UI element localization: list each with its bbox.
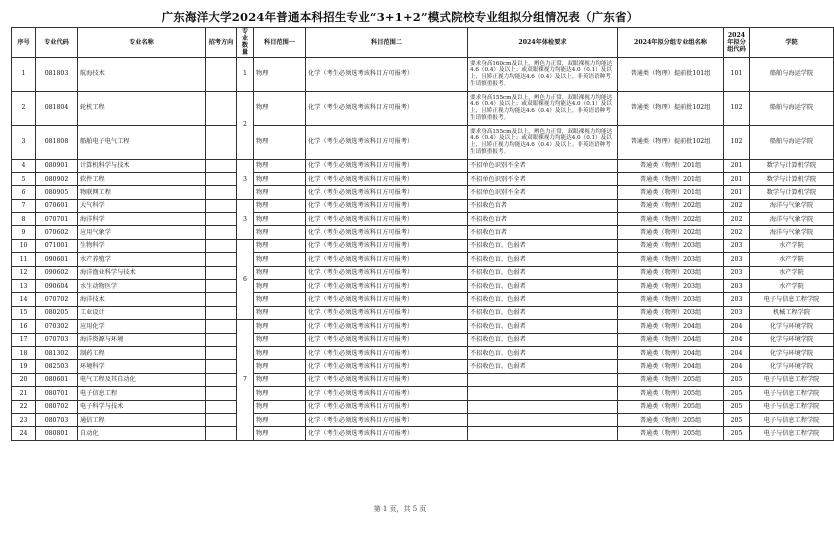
cell-group-name: 普通类（物理）提前批102组 [618,91,724,125]
cell-exam-req [468,387,618,400]
cell-exam-req [468,400,618,413]
cell-group-name: 普通类（物理）205组 [618,413,724,426]
cell-group-code: 205 [724,400,750,413]
cell-range2: 化学（考生必须选考该科目方可报考） [306,373,468,386]
cell-direction [206,186,237,199]
admission-group-table [11,27,834,441]
cell-group-code: 204 [724,333,750,346]
cell-group-code: 203 [724,239,750,252]
cell-code: 080902 [36,172,78,185]
cell-range2: 化学（考生必须选考该科目方可报考） [306,186,468,199]
cell-seq: 3 [12,125,36,159]
cell-exam-req: 不招收色盲、色弱者 [468,280,618,293]
cell-seq: 11 [12,253,36,266]
header-group-code: 2024年拟分组代码 [724,28,750,58]
cell-exam-req [468,373,618,386]
table-row [12,333,834,346]
cell-group-code: 205 [724,373,750,386]
cell-college: 电子与信息工程学院 [750,427,834,440]
cell-seq: 1 [12,57,36,91]
cell-range2: 化学（考生必须选考该科目方可报考） [306,427,468,440]
cell-seq: 4 [12,159,36,172]
cell-range1: 物理 [254,213,306,226]
table-row [12,159,834,172]
cell-exam-req: 不招收色盲者 [468,199,618,212]
cell-count: 2 [237,91,254,159]
header-exam: 2024年体检要求 [468,28,618,58]
cell-exam-req: 不招收色盲、色弱者 [468,239,618,252]
cell-seq: 22 [12,400,36,413]
cell-range1: 物理 [254,186,306,199]
cell-group-name: 普通类（物理）204组 [618,320,724,333]
cell-code: 090604 [36,280,78,293]
cell-group-name: 普通类（物理）205组 [618,387,724,400]
cell-name: 水生动物医学 [78,280,206,293]
cell-college: 水产学院 [750,266,834,279]
cell-direction [206,91,237,125]
cell-exam-req: 不招收色盲、色弱者 [468,360,618,373]
table-row [12,199,834,212]
cell-code: 070602 [36,226,78,239]
cell-range1: 物理 [254,57,306,91]
cell-group-code: 102 [724,125,750,159]
cell-group-code: 102 [724,91,750,125]
cell-direction [206,360,237,373]
cell-range2: 化学（考生必须选考该科目方可报考） [306,253,468,266]
cell-range1: 物理 [254,91,306,125]
header-count: 专业数量 [237,28,254,58]
cell-college: 化学与环境学院 [750,360,834,373]
cell-college: 数学与计算机学院 [750,159,834,172]
cell-code: 080701 [36,387,78,400]
cell-college: 电子与信息工程学院 [750,387,834,400]
cell-range2: 化学（考生必须选考该科目方可报考） [306,306,468,319]
cell-direction [206,239,237,252]
cell-range2: 化学（考生必须选考该科目方可报考） [306,213,468,226]
cell-exam-req: 要求身高155cm及以上，辨色力正常，双眼裸视力均能达4.6（0.4）及以上；或双眼裸视力均能达4.0（0.1）及以上，且矫正视力均能达4.6（0.4）及以上。非英语语种考生请慎重报考。 [468,91,618,125]
cell-code: 071001 [36,239,78,252]
header-range1: 科目范围一 [254,28,306,58]
cell-seq: 23 [12,413,36,426]
cell-exam-req: 不招收色盲、色弱者 [468,346,618,359]
cell-group-code: 204 [724,360,750,373]
cell-range2: 化学（考生必须选考该科目方可报考） [306,125,468,159]
cell-college: 船舶与海运学院 [750,125,834,159]
cell-direction [206,346,237,359]
cell-direction [206,226,237,239]
cell-range2: 化学（考生必须选考该科目方可报考） [306,413,468,426]
cell-exam-req: 不招收色盲、色弱者 [468,306,618,319]
cell-seq: 15 [12,306,36,319]
cell-name: 航海技术 [78,57,206,91]
cell-count: 3 [237,199,254,239]
cell-name: 应用化学 [78,320,206,333]
cell-range2: 化学（考生必须选考该科目方可报考） [306,266,468,279]
cell-exam-req: 不招单色识别不全者 [468,172,618,185]
cell-range2: 化学（考生必须选考该科目方可报考） [306,226,468,239]
header-code: 专业代码 [36,28,78,58]
cell-direction [206,427,237,440]
cell-direction [206,306,237,319]
cell-college: 数学与计算机学院 [750,172,834,185]
table-row [12,280,834,293]
table-row [12,57,834,91]
cell-college: 海洋与气象学院 [750,199,834,212]
cell-exam-req: 不招收色盲者 [468,226,618,239]
table-row [12,125,834,159]
cell-range1: 物理 [254,172,306,185]
cell-range1: 物理 [254,360,306,373]
cell-college: 化学与环境学院 [750,346,834,359]
cell-college: 海洋与气象学院 [750,213,834,226]
cell-range2: 化学（考生必须选考该科目方可报考） [306,280,468,293]
cell-seq: 13 [12,280,36,293]
cell-code: 070701 [36,213,78,226]
cell-exam-req: 不招收色盲者 [468,213,618,226]
cell-group-code: 203 [724,306,750,319]
cell-code: 081804 [36,91,78,125]
table-row [12,346,834,359]
table-row [12,239,834,252]
cell-code: 081808 [36,125,78,159]
cell-seq: 10 [12,239,36,252]
cell-code: 080205 [36,306,78,319]
cell-range1: 物理 [254,320,306,333]
cell-code: 081302 [36,346,78,359]
cell-college: 电子与信息工程学院 [750,413,834,426]
header-college: 学院 [750,28,834,58]
cell-college: 海洋与气象学院 [750,226,834,239]
table-row [12,186,834,199]
cell-range2: 化学（考生必须选考该科目方可报考） [306,387,468,400]
cell-college: 船舶与海运学院 [750,91,834,125]
cell-range2: 化学（考生必须选考该科目方可报考） [306,293,468,306]
cell-range1: 物理 [254,253,306,266]
cell-range1: 物理 [254,293,306,306]
cell-exam-req: 要求身高155cm及以上，辨色力正常，双眼裸视力均能达4.6（0.4）及以上；或双眼裸视力均能达4.0（0.1）及以上，且矫正视力均能达4.6（0.4）及以上。非英语语种考生请慎重报考。 [468,125,618,159]
cell-direction [206,387,237,400]
cell-group-code: 101 [724,57,750,91]
cell-name: 海洋渔业科学与技术 [78,266,206,279]
cell-group-name: 普通类（物理）205组 [618,427,724,440]
page-title: 广东海洋大学2024年普通本科招生专业“3+1+2”模式院校专业组拟分组情况表（广东省） [161,10,639,24]
cell-group-code: 205 [724,427,750,440]
table-row [12,306,834,319]
cell-exam-req: 不招单色识别不全者 [468,159,618,172]
header-range2: 科目范围二 [306,28,468,58]
cell-name: 电气工程及其自动化 [78,373,206,386]
cell-direction [206,213,237,226]
cell-name: 海洋技术 [78,293,206,306]
cell-group-code: 205 [724,413,750,426]
cell-name: 制药工程 [78,346,206,359]
cell-code: 080901 [36,159,78,172]
cell-count: 7 [237,320,254,441]
cell-seq: 6 [12,186,36,199]
cell-count: 6 [237,239,254,319]
cell-group-code: 201 [724,172,750,185]
cell-count: 1 [237,57,254,91]
table-row [12,360,834,373]
cell-range1: 物理 [254,199,306,212]
cell-direction [206,57,237,91]
cell-group-code: 202 [724,213,750,226]
cell-range2: 化学（考生必须选考该科目方可报考） [306,57,468,91]
table-row [12,293,834,306]
cell-range2: 化学（考生必须选考该科目方可报考） [306,320,468,333]
cell-seq: 24 [12,427,36,440]
cell-range2: 化学（考生必须选考该科目方可报考） [306,333,468,346]
cell-exam-req: 不招收色盲、色弱者 [468,293,618,306]
cell-seq: 9 [12,226,36,239]
cell-group-code: 201 [724,186,750,199]
cell-range2: 化学（考生必须选考该科目方可报考） [306,400,468,413]
table-row [12,427,834,440]
cell-group-name: 普通类（物理）201组 [618,186,724,199]
cell-group-code: 203 [724,280,750,293]
table-row [12,413,834,426]
cell-range1: 物理 [254,373,306,386]
cell-group-name: 普通类（物理）202组 [618,226,724,239]
cell-group-code: 204 [724,346,750,359]
cell-name: 海洋科学 [78,213,206,226]
cell-name: 电子科学与技术 [78,400,206,413]
cell-name: 水产养殖学 [78,253,206,266]
cell-group-code: 204 [724,320,750,333]
cell-group-code: 203 [724,253,750,266]
cell-range2: 化学（考生必须选考该科目方可报考） [306,199,468,212]
cell-code: 080702 [36,400,78,413]
cell-exam-req: 不招收色盲、色弱者 [468,320,618,333]
cell-range2: 化学（考生必须选考该科目方可报考） [306,159,468,172]
cell-range1: 物理 [254,427,306,440]
cell-direction [206,333,237,346]
cell-count: 3 [237,159,254,199]
cell-name: 大气科学 [78,199,206,212]
cell-range1: 物理 [254,125,306,159]
cell-seq: 2 [12,91,36,125]
cell-seq: 12 [12,266,36,279]
cell-group-name: 普通类（物理）205组 [618,400,724,413]
cell-direction [206,413,237,426]
header-group-name: 2024年拟分组专业组名称 [618,28,724,58]
cell-seq: 17 [12,333,36,346]
cell-code: 080801 [36,427,78,440]
header-seq: 序号 [12,28,36,58]
cell-range1: 物理 [254,346,306,359]
cell-code: 082503 [36,360,78,373]
cell-college: 水产学院 [750,280,834,293]
cell-group-name: 普通类（物理）203组 [618,266,724,279]
cell-college: 电子与信息工程学院 [750,400,834,413]
cell-group-name: 普通类（物理）203组 [618,239,724,252]
cell-group-name: 普通类（物理）提前批101组 [618,57,724,91]
table-row [12,320,834,333]
cell-range1: 物理 [254,306,306,319]
cell-name: 生物科学 [78,239,206,252]
cell-seq: 16 [12,320,36,333]
cell-group-code: 201 [724,159,750,172]
cell-group-name: 普通类（物理）201组 [618,172,724,185]
cell-group-code: 202 [724,199,750,212]
cell-college: 机械工程学院 [750,306,834,319]
table-row [12,253,834,266]
cell-exam-req: 不招收色盲、色弱者 [468,266,618,279]
cell-exam-req: 不招收色盲、色弱者 [468,333,618,346]
cell-exam-req: 不招收色盲、色弱者 [468,253,618,266]
cell-group-name: 普通类（物理）202组 [618,213,724,226]
cell-range1: 物理 [254,239,306,252]
cell-seq: 5 [12,172,36,185]
cell-range1: 物理 [254,400,306,413]
cell-exam-req [468,427,618,440]
cell-direction [206,199,237,212]
cell-seq: 20 [12,373,36,386]
table-header-row [12,28,834,58]
cell-name: 应用气象学 [78,226,206,239]
cell-direction [206,266,237,279]
table-row [12,266,834,279]
cell-group-name: 普通类（物理）201组 [618,159,724,172]
cell-group-name: 普通类（物理）205组 [618,373,724,386]
cell-range2: 化学（考生必须选考该科目方可报考） [306,239,468,252]
cell-code: 070703 [36,333,78,346]
cell-range1: 物理 [254,280,306,293]
cell-seq: 19 [12,360,36,373]
cell-code: 090601 [36,253,78,266]
table-row [12,387,834,400]
table-row [12,91,834,125]
cell-name: 工业设计 [78,306,206,319]
cell-range2: 化学（考生必须选考该科目方可报考） [306,360,468,373]
cell-direction [206,125,237,159]
cell-group-code: 205 [724,387,750,400]
table-row [12,213,834,226]
cell-direction [206,293,237,306]
cell-name: 计算机科学与技术 [78,159,206,172]
cell-group-name: 普通类（物理）提前批102组 [618,125,724,159]
cell-exam-req [468,413,618,426]
cell-college: 水产学院 [750,253,834,266]
cell-college: 电子与信息工程学院 [750,373,834,386]
cell-exam-req: 不招单色识别不全者 [468,186,618,199]
cell-direction [206,253,237,266]
cell-range1: 物理 [254,387,306,400]
cell-direction [206,280,237,293]
table-row [12,400,834,413]
cell-name: 船舶电子电气工程 [78,125,206,159]
header-direction: 招考方向 [206,28,237,58]
cell-group-name: 普通类（物理）202组 [618,199,724,212]
cell-range1: 物理 [254,159,306,172]
cell-code: 090602 [36,266,78,279]
cell-code: 081803 [36,57,78,91]
page-footer: 第 1 页，共 5 页 [373,505,427,513]
cell-direction [206,373,237,386]
table-row [12,373,834,386]
cell-group-code: 202 [724,226,750,239]
cell-group-code: 203 [724,266,750,279]
cell-range2: 化学（考生必须选考该科目方可报考） [306,91,468,125]
cell-code: 080703 [36,413,78,426]
cell-direction [206,320,237,333]
cell-range1: 物理 [254,413,306,426]
cell-code: 080601 [36,373,78,386]
cell-seq: 18 [12,346,36,359]
cell-college: 化学与环境学院 [750,320,834,333]
cell-range1: 物理 [254,266,306,279]
cell-group-name: 普通类（物理）204组 [618,333,724,346]
cell-range2: 化学（考生必须选考该科目方可报考） [306,172,468,185]
cell-seq: 14 [12,293,36,306]
cell-college: 化学与环境学院 [750,333,834,346]
table-row [12,226,834,239]
cell-group-name: 普通类（物理）203组 [618,293,724,306]
cell-range1: 物理 [254,226,306,239]
cell-seq: 8 [12,213,36,226]
cell-direction [206,159,237,172]
cell-name: 轮机工程 [78,91,206,125]
cell-college: 水产学院 [750,239,834,252]
cell-name: 环境科学 [78,360,206,373]
cell-name: 海洋资源与环境 [78,333,206,346]
cell-exam-req: 要求身高160cm及以上，辨色力正常，双眼裸视力均能达4.6（0.4）及以上；或双眼裸视力均能达4.0（0.1）及以上，且矫正视力均能达4.6（0.4）及以上。非英语语种考生请慎重报考。 [468,57,618,91]
cell-name: 自动化 [78,427,206,440]
cell-code: 070702 [36,293,78,306]
cell-code: 070601 [36,199,78,212]
cell-college: 电子与信息工程学院 [750,293,834,306]
cell-range2: 化学（考生必须选考该科目方可报考） [306,346,468,359]
cell-group-name: 普通类（物理）204组 [618,346,724,359]
cell-code: 070302 [36,320,78,333]
cell-name: 电子信息工程 [78,387,206,400]
cell-range1: 物理 [254,333,306,346]
cell-group-name: 普通类（物理）203组 [618,306,724,319]
header-name: 专业名称 [78,28,206,58]
cell-seq: 21 [12,387,36,400]
cell-college: 数学与计算机学院 [750,186,834,199]
cell-name: 通信工程 [78,413,206,426]
cell-group-name: 普通类（物理）203组 [618,253,724,266]
cell-group-name: 普通类（物理）203组 [618,280,724,293]
cell-name: 物联网工程 [78,186,206,199]
cell-code: 080905 [36,186,78,199]
table-body [12,57,834,440]
cell-direction [206,400,237,413]
cell-direction [206,172,237,185]
cell-college: 船舶与海运学院 [750,57,834,91]
cell-seq: 7 [12,199,36,212]
cell-group-code: 203 [724,293,750,306]
cell-group-name: 普通类（物理）204组 [618,360,724,373]
table-row [12,172,834,185]
cell-name: 软件工程 [78,172,206,185]
